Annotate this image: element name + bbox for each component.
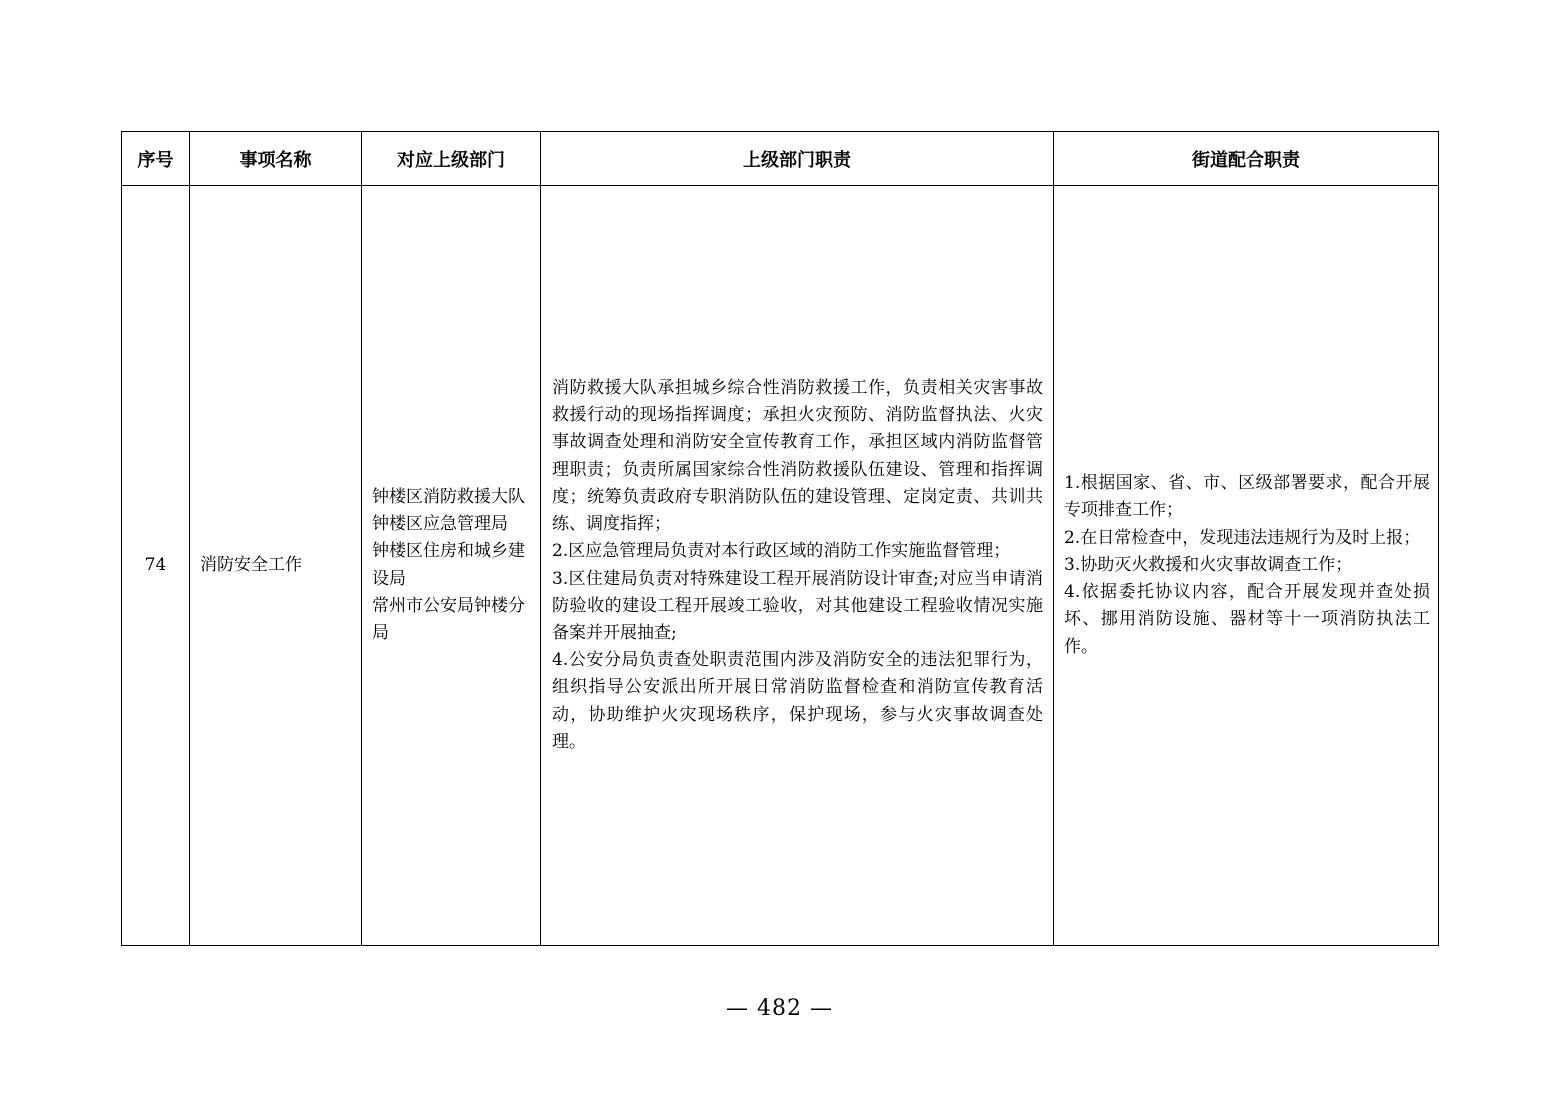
header-upper-department: 对应上级部门 [362,132,541,186]
responsibility-table [121,131,1439,946]
header-upper-duties: 上级部门职责 [541,132,1054,186]
cell-item-name: 消防安全工作 [190,186,362,946]
cell-street-duties: 1.根据国家、省、市、区级部署要求，配合开展专项排查工作； 2.在日常检查中，发现违法违规行为及时上报； 3.协助灭火救援和火灾事故调查工作； 4.依据委托协议内容，配合开展发现并查处损坏、挪用消防设施、器材等十一项消防执法工作。 [1054,186,1439,946]
cell-serial-number: 74 [122,186,190,946]
header-serial-number: 序号 [122,132,190,186]
page-number: — 482 — [726,996,833,1021]
header-item-name: 事项名称 [190,132,362,186]
cell-departments: 钟楼区消防救援大队 钟楼区应急管理局 钟楼区住房和城乡建设局 常州市公安局钟楼分局 [362,186,541,946]
table-header-row [122,132,1439,186]
header-street-duties: 街道配合职责 [1054,132,1439,186]
cell-upper-duties: 消防救援大队承担城乡综合性消防救援工作，负责相关灾害事故救援行动的现场指挥调度；承担火灾预防、消防监督执法、火灾事故调查处理和消防安全宣传教育工作，承担区域内消防监督管理职责；负责所属国家综合性消防救援队伍建设、管理和指挥调度；统筹负责政府专职消防队伍的建设管理、定岗定责、共训共练、调度指挥； 2.区应急管理局负责对本行政区域的消防工作实施监督管理； 3.区住建局负责对特殊建设工程开展消防设计审查;对应当申请消防验收的建设工程开展竣工验收，对其他建设工程验收情况实施备案并开展抽查; 4.公安分局负责查处职责范围内涉及消防安全的违法犯罪行为，组织指导公安派出所开展日常消防监督检查和消防宣传教育活动，协助维护火灾现场秩序，保护现场，参与火灾事故调查处理。 [541,186,1054,946]
table-row [122,186,1439,946]
